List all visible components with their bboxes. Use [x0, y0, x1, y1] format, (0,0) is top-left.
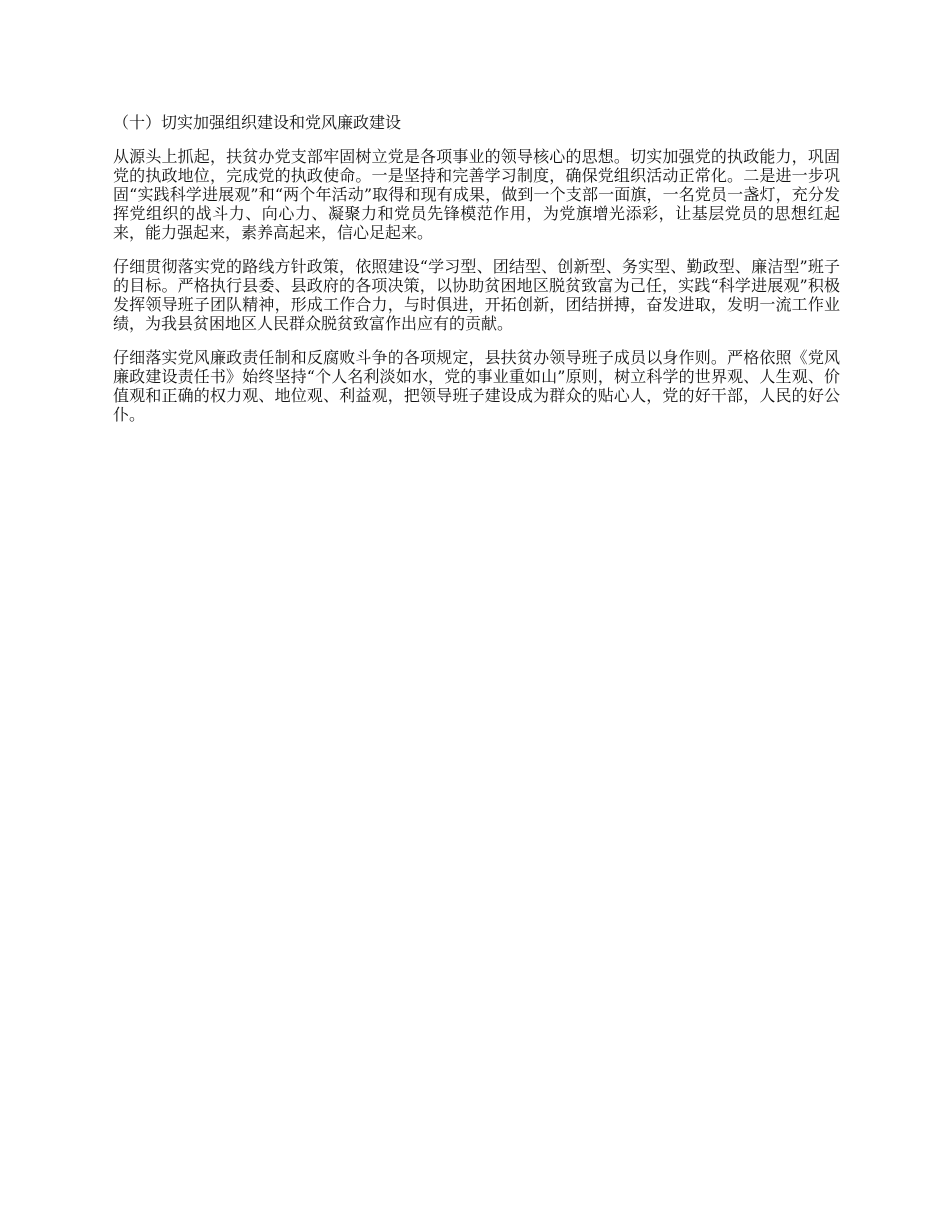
paragraph-organization: 从源头上抓起，扶贫办党支部牢固树立党是各项事业的领导核心的思想。切实加强党的执政能力，巩固党的执政地位，完成党的执政使命。一是坚持和完善学习制度，确保党组织活动正常化。二是进一步巩固“实践科学进展观”和“两个年活动”取得和现有成果，做到一个支部一面旗，一名党员一盏灯，充分发挥党组织的战斗力、向心力、凝聚力和党员先锋模范作用，为党旗增光添彩，让基层党员的思想红起来，能力强起来，素养高起来，信心足起来。 [113, 147, 840, 242]
paragraph-integrity: 仔细落实党风廉政责任制和反腐败斗争的各项规定，县扶贫办领导班子成员以身作则。严格依照《党风廉政建设责任书》始终坚持“个人名利淡如水，党的事业重如山”原则，树立科学的世界观、人生观、价值观和正确的权力观、地位观、利益观，把领导班子建设成为群众的贴心人，党的好干部，人民的好公仆。 [113, 348, 840, 424]
section-heading: （十）切实加强组织建设和党风廉政建设 [113, 113, 402, 132]
document-page [113, 113, 840, 439]
paragraph-policy: 仔细贯彻落实党的路线方针政策，依照建设“学习型、团结型、创新型、务实型、勤政型、廉洁型”班子的目标。严格执行县委、县政府的各项决策，以协助贫困地区脱贫致富为己任，实践“科学进展观”积极发挥领导班子团队精神，形成工作合力，与时俱进，开拓创新，团结拼搏，奋发进取，发明一流工作业绩，为我县贫困地区人民群众脱贫致富作出应有的贡献。 [113, 257, 840, 333]
